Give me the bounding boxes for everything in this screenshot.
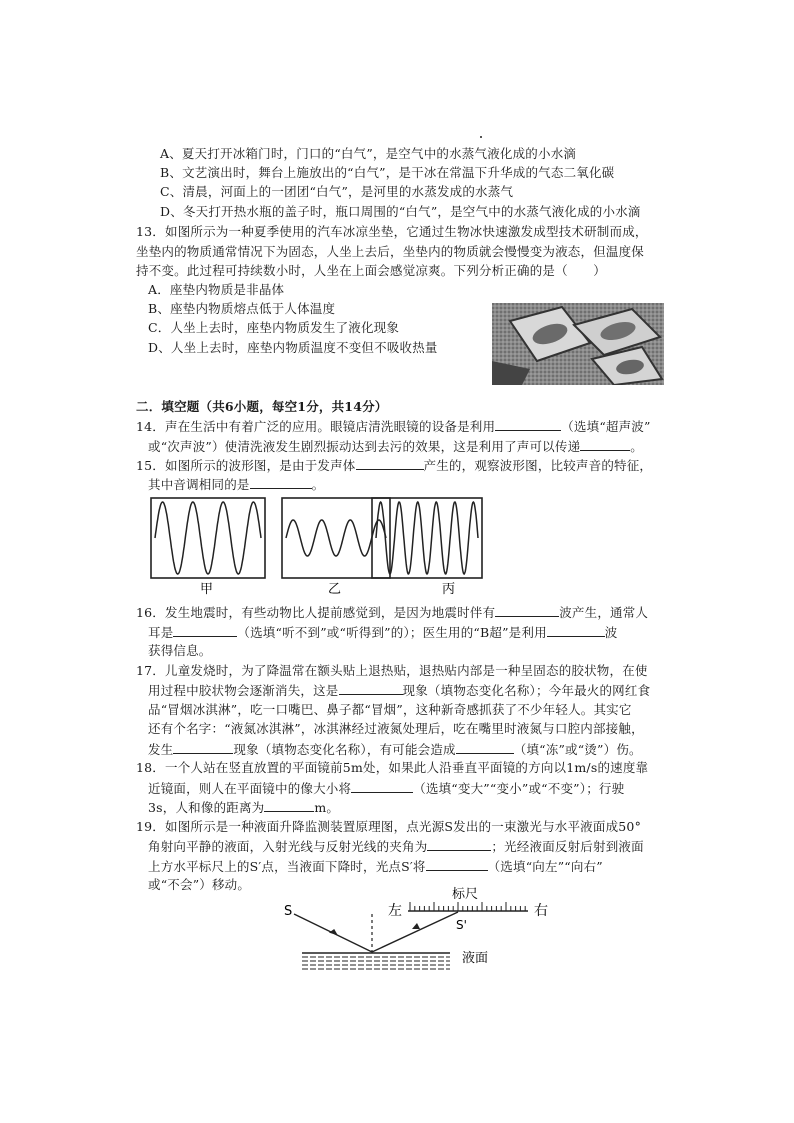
q17-line-4: 还有个名字：“液氮冰淇淋”，冰淇淋经过液氮处理后，吃在嘴里时液氮与口腔内部接触， xyxy=(148,721,644,736)
q13-stem-2: 坐垫内的物质通常情况下为固态，人坐上去后，坐垫内的物质就会慢慢变为液态，但温度保 xyxy=(136,244,645,259)
wave-jia xyxy=(155,502,261,574)
waveform-figure xyxy=(145,494,485,598)
q18-text-4: 3s，人和像的距离为 xyxy=(148,800,265,815)
q19-blank-2[interactable] xyxy=(426,858,488,871)
q15-text-3: 其中音调相同的是 xyxy=(148,477,250,492)
q17-line-5 xyxy=(148,741,642,758)
cushion-photo xyxy=(492,303,664,385)
wave-bing xyxy=(376,502,478,574)
q12-option-a: A、夏天打开冰箱门时，门口的“白气”，是空气中的水蒸气液化成的小水滴 xyxy=(160,146,577,161)
q18-line-1: 18．一个人站在竖直放置的平面镜前5m处，如果此人沿垂直平面镜的方向以1m/s的速度靠 xyxy=(136,760,649,775)
q15-text-2: 产生的，观察波形图，比较声音的特征， xyxy=(423,458,653,473)
q14-blank-1[interactable] xyxy=(495,418,561,431)
q12-option-b: B、文艺演出时，舞台上施放出的“白气”，是干冰在常温下升华成的气态二氧化碳 xyxy=(160,165,615,180)
q19-text-5: （选填“向左”“向右” xyxy=(487,859,603,874)
q17-text-2: 用过程中胶状物会逐渐消失，这是 xyxy=(148,683,339,698)
q13-option-d: D、人坐上去时，座垫内物质温度不变但不吸收热量 xyxy=(148,340,438,355)
q19-text-3: ；光经液面反射后射到液面 xyxy=(491,839,644,854)
reflected-arrow xyxy=(412,923,420,929)
q18-line-3 xyxy=(148,799,339,816)
q16-text-2: 波产生，通常人 xyxy=(559,605,649,620)
wave-box-jia xyxy=(151,498,265,578)
wave-label-jia: 甲 xyxy=(200,582,214,597)
q14-line-1 xyxy=(136,418,651,435)
q19-text-2: 角射向平静的液面，入射光线与反射光线的夹角为 xyxy=(148,839,428,854)
q16-text-3: 耳是 xyxy=(148,625,174,640)
section-title: 二．填空题（共6小题，每空1分，共14分） xyxy=(136,399,388,414)
q17-line-1: 17．儿童发烧时，为了降温常在额头贴上退热贴，退热贴内部是一种呈固态的胶状物，在使 xyxy=(136,663,648,678)
q18-text-5: m。 xyxy=(314,800,340,815)
q16-blank-2[interactable] xyxy=(173,624,237,637)
q17-text-7: 现象（填物态变化名称），有可能会造成 xyxy=(233,742,456,757)
q13-stem-3: 持不变。此过程可持续数小时，人坐在上面会感觉凉爽。下列分析正确的是（ ） xyxy=(136,263,606,278)
right-label: 右 xyxy=(534,903,548,919)
q15-blank-2[interactable] xyxy=(250,476,312,489)
wave-yi xyxy=(286,520,386,556)
wave-label-bing: 丙 xyxy=(442,582,456,597)
liquid-body xyxy=(302,957,450,969)
q16-line-1 xyxy=(136,604,648,621)
source-label: S xyxy=(284,904,293,919)
q12-option-d: D、冬天打开热水瓶的盖子时，瓶口周围的“白气”，是空气中的水蒸气液化成的小水滴 xyxy=(160,204,641,219)
q17-line-2 xyxy=(148,682,650,699)
q17-blank-2[interactable] xyxy=(173,741,233,754)
q18-blank-2[interactable] xyxy=(264,799,314,812)
q15-blank-1[interactable] xyxy=(356,457,424,470)
q19-line-2 xyxy=(148,838,644,855)
q13-option-b: B、座垫内物质熔点低于人体温度 xyxy=(148,301,336,316)
incident-arrow xyxy=(329,929,338,936)
q14-blank-2[interactable] xyxy=(580,438,630,451)
q18-text-2: 近镜面，则人在平面镜中的像大小将 xyxy=(148,781,352,796)
q17-line-3: 品“冒烟冰淇淋”，吃一口嘴巴、鼻子都“冒烟”，这种新奇感抓获了不少年轻人。其实它 xyxy=(148,702,632,717)
q16-line-2 xyxy=(148,624,618,641)
q17-text-6: 发生 xyxy=(148,742,174,757)
q14-text-2: （选填“超声波” xyxy=(561,419,651,434)
q13-stem-1: 13．如图所示为一种夏季使用的汽车冰凉坐垫，它通过生物冰快速激发成型技术研制而成， xyxy=(136,224,648,239)
q16-blank-3[interactable] xyxy=(547,624,605,637)
q17-text-8: （填“冻”或“烫”）伤。 xyxy=(513,742,642,757)
scan-dot xyxy=(480,136,482,138)
q14-text-3: 或“次声波”）使清洗液发生剧烈振动达到去污的效果，这是利用了声可以传递 xyxy=(148,439,581,454)
q14-line-2 xyxy=(148,438,643,455)
left-label: 左 xyxy=(388,903,402,919)
q15-text-4: 。 xyxy=(311,477,325,492)
q16-line-3: 获得信息。 xyxy=(148,643,212,658)
q19-line-4: 或“不会”）移动。 xyxy=(148,877,251,892)
q19-line-3 xyxy=(148,858,603,875)
q17-blank-3[interactable] xyxy=(456,741,514,754)
q15-line-1 xyxy=(136,457,652,474)
q13-option-c: C．人坐上去时，座垫内物质发生了液化现象 xyxy=(148,320,400,335)
q16-text-4: （选填“听不到”或“听得到”的）；医生用的“B超”是利用 xyxy=(237,625,547,640)
ruler-ticks xyxy=(410,902,525,911)
q19-line-1: 19．如图所示是一种液面升降监测装置原理图，点光源S发出的一束激光与水平液面成50° xyxy=(136,819,642,834)
q15-text-1: 15．如图所示的波形图，是由于发声体 xyxy=(136,458,356,473)
q18-line-2 xyxy=(148,780,624,797)
reflected-ray xyxy=(372,912,458,952)
spot-label: S' xyxy=(456,918,467,932)
wave-label-yi: 乙 xyxy=(328,582,342,597)
ruler-label: 标尺 xyxy=(452,887,479,902)
q19-blank-1[interactable] xyxy=(427,838,491,851)
liquid-label: 液面 xyxy=(462,951,489,966)
q15-line-2 xyxy=(148,476,324,493)
q17-text-3: 现象（填物态变化名称）；今年最火的网红食 xyxy=(402,683,651,698)
q18-text-3: （选填“变大”“变小”或“不变”）；行驶 xyxy=(413,781,625,796)
q16-blank-1[interactable] xyxy=(495,604,559,617)
q17-blank-1[interactable] xyxy=(339,682,403,695)
q14-text-4: 。 xyxy=(630,439,643,454)
q13-option-a: A．座垫内物质是非晶体 xyxy=(148,282,285,297)
liquid-level-diagram xyxy=(280,884,560,976)
q16-text-1: 16．发生地震时，有些动物比人提前感觉到，是因为地震时伴有 xyxy=(136,605,496,620)
wave-box-yi xyxy=(282,498,390,578)
q16-text-5: 波 xyxy=(604,625,618,640)
q14-text-1: 14．声在生活中有着广泛的应用。眼镜店清洗眼镜的设备是利用 xyxy=(136,419,496,434)
q12-option-c: C、清晨，河面上的一团团“白气”，是河里的水蒸发成的水蒸气 xyxy=(160,184,514,199)
q19-text-4: 上方水平标尺上的S′点，当液面下降时，光点S′将 xyxy=(148,859,426,874)
q18-blank-1[interactable] xyxy=(351,780,413,793)
